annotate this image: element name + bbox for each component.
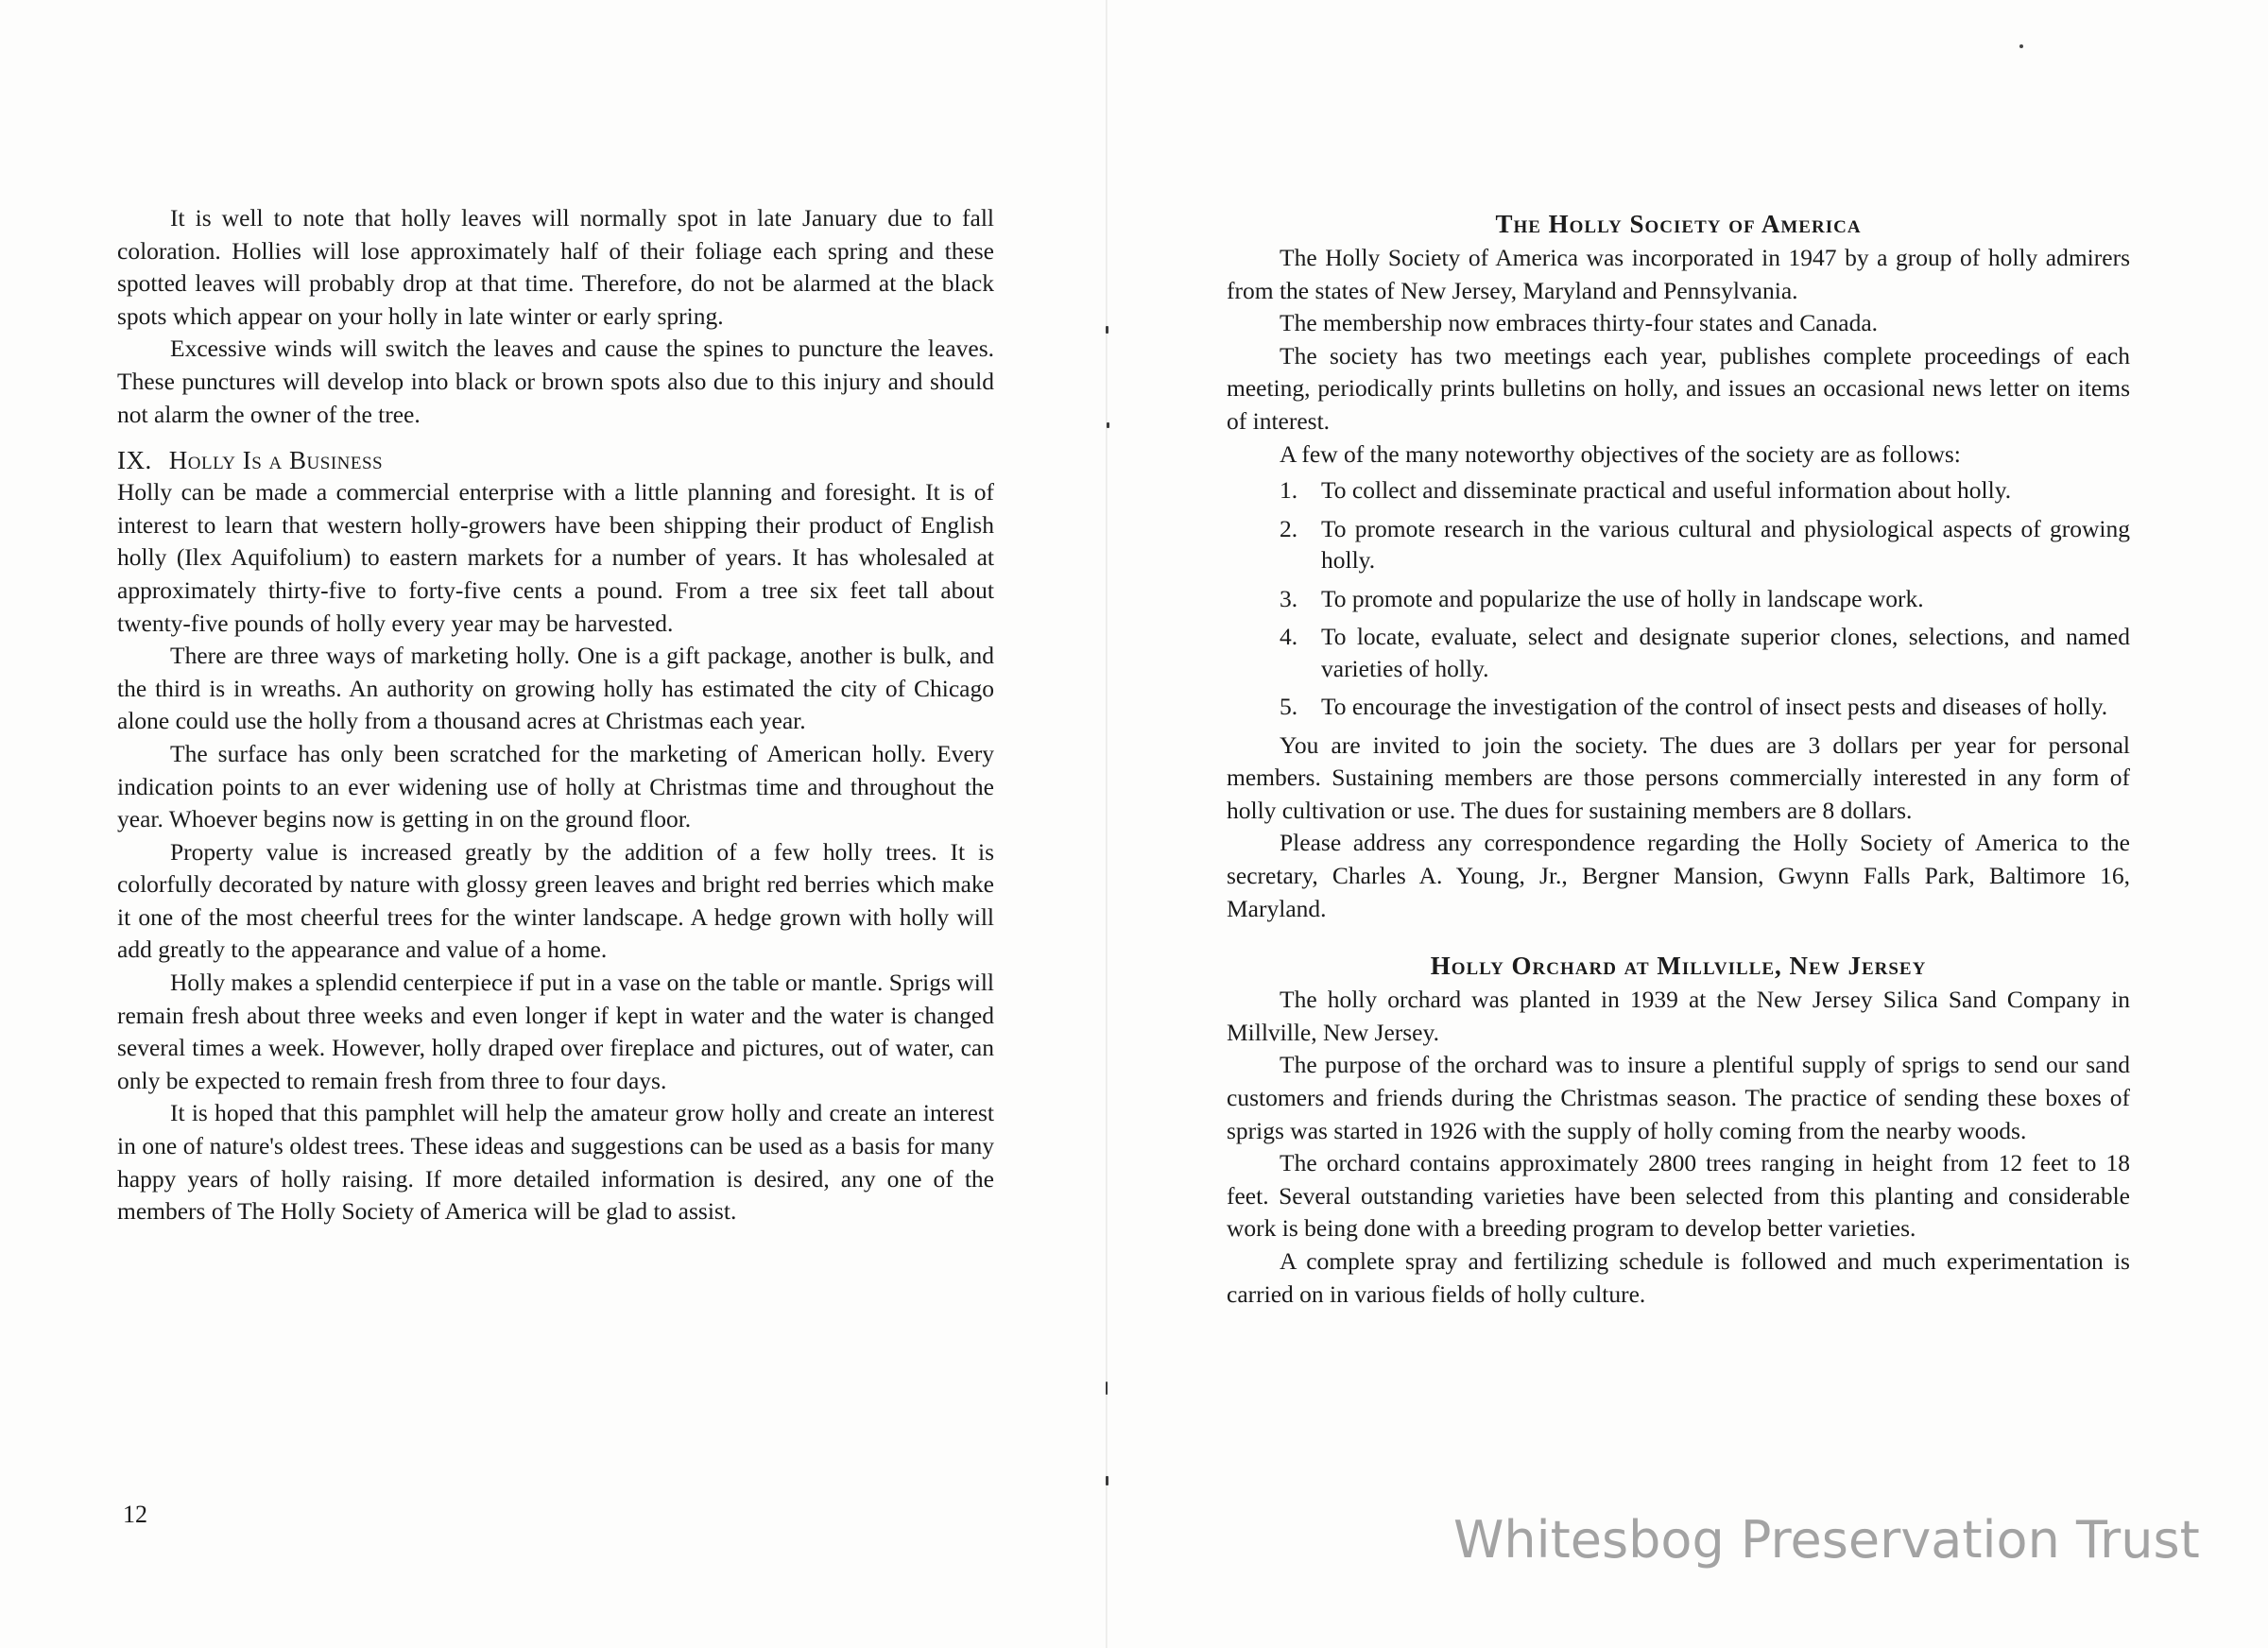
paragraph: Please address any correspondence regarding the Holly Society of America to the secretary, Charles A. Young, Jr., Bergner Mansion, Gwynn Falls Park, Baltimore 16, Maryland.	[1227, 829, 2130, 922]
right-page	[1108, 0, 2268, 1648]
section-title: Holly Is a Business	[168, 446, 384, 475]
paragraph: The orchard contains approximately 2800 trees ranging in height from 12 feet to 18 feet. Several outstanding varieties have been selected from this planting and considerable work is being done with a breeding program to develop better varieties.	[1227, 1149, 2130, 1243]
society-title: The Holly Society of America	[1495, 210, 1862, 238]
objective-text: To collect and disseminate practical and useful information about holly.	[1321, 476, 2012, 505]
objective-text: To promote and popularize the use of holly in landscape work.	[1321, 584, 1924, 612]
objective-item	[1227, 621, 2130, 684]
paragraph: You are invited to join the society. The dues are 3 dollars per year for personal members. Sustaining members are those persons commercially interested in any form of holly cultivation or use. The dues for sustaining members are 8 dollars.	[1227, 730, 2130, 824]
page-number: 12	[123, 1501, 147, 1528]
objective-number: 2.	[1280, 514, 1298, 542]
paragraph: The membership now embraces thirty-four states and Canada.	[1280, 309, 1879, 337]
paragraph: The surface has only been scratched for the marketing of American holly. Every indication points to an ever widening use of holly at Christmas time and throughout the year. Whoever begins now is getting in on the ground floor.	[117, 739, 994, 833]
paragraph: Property value is increased greatly by the addition of a few holly trees. It is colorfully decorated by nature with glossy green leaves and bright red berries which make it one of the most cheerful trees for the winter landscape. A hedge grown with holly will add greatly to the appearance and value of a home.	[117, 837, 994, 964]
paragraph: Holly can be made a commercial enterprise with a little planning and foresight. It is of interest to learn that western holly-growers have been shipping their product of English holly (Ilex Aquifolium) to eastern markets for a number of years. It has wholesaled at approximately thirty-five to forty-five cents a pound. From a tree six feet tall about twenty-five pounds of holly every year may be harvested.	[117, 478, 994, 637]
section-heading	[117, 444, 994, 476]
paragraph: A complete spray and fertilizing schedule is followed and much experimentation is carried on in various fields of holly culture.	[1227, 1246, 2130, 1308]
right-text-column	[1227, 208, 2130, 1311]
section-number: IX.	[117, 446, 152, 475]
objective-number: 3.	[1280, 584, 1298, 612]
objectives-list	[1227, 474, 2130, 723]
objective-text: To encourage the investigation of the control of insect pests and diseases of holly.	[1321, 693, 2108, 721]
objective-text: To locate, evaluate, select and designate superior clones, selections, and named varieties of holly.	[1321, 623, 2130, 682]
objective-number: 1.	[1280, 476, 1298, 505]
orchard-title: Holly Orchard at Millville, New Jersey	[1430, 952, 1927, 981]
objective-text: To promote research in the various cultural and physiological aspects of growing holly.	[1321, 514, 2130, 575]
paragraph: A few of the many noteworthy objectives of the society are as follows:	[1280, 439, 1961, 468]
paragraph: Holly makes a splendid centerpiece if put in a vase on the table or mantle. Sprigs will remain fresh about three weeks and even longer if kept in water and the water is changed several times a week. However, holly draped over fireplace and pictures, out of water, can only be expected to remain fresh from three to four days.	[117, 969, 994, 1094]
watermark: Whitesbog Preservation Trust	[1453, 1510, 2200, 1570]
paragraph: The purpose of the orchard was to insure a plentiful supply of sprigs to send our sand customers and friends during the Christmas season. The practice of sending these boxes of sprigs was started in 1926 with the supply of holly coming from the nearby woods.	[1227, 1051, 2130, 1144]
objective-number: 4.	[1280, 623, 1298, 651]
objective-item	[1227, 474, 2130, 506]
objective-number: 5.	[1280, 693, 1298, 721]
paragraph: The society has two meetings each year, publishes complete proceedings of each meeting, periodically prints bulletins on holly, and issues an occasional news letter on items of interest.	[1227, 341, 2130, 435]
left-page	[0, 0, 1106, 1648]
paragraph: It is hoped that this pamphlet will help the amateur grow holly and create an interest in one of nature's oldest trees. These ideas and suggestions can be used as a basis for many happy years of holly raising. If more detailed information is desired, any one of the members of The Holly Society of America will be glad to assist.	[117, 1099, 994, 1226]
paragraph: Excessive winds will switch the leaves and cause the spines to puncture the leaves. These punctures will develop into black or brown spots also due to this injury and should not alarm the owner of the tree.	[117, 335, 994, 428]
paragraph: The Holly Society of America was incorporated in 1947 by a group of holly admirers from the states of New Jersey, Maryland and Pennsylvania.	[1227, 244, 2130, 304]
objective-item	[1227, 691, 2130, 723]
paragraph: The holly orchard was planted in 1939 at the New Jersey Silica Sand Company in Millville, New Jersey.	[1227, 986, 2130, 1046]
paragraph: It is well to note that holly leaves will normally spot in late January due to fall coloration. Hollies will lose approximately half of their foliage each spring and these spotted leaves will probably drop at that time. Therefore, do not be alarmed at the black spots which appear on your holly in late winter or early spring.	[117, 204, 994, 330]
paragraph: There are three ways of marketing holly. One is a gift package, another is bulk, and the third is in wreaths. An authority on growing holly has estimated the city of Chicago alone could use the holly from a thousand acres at Christmas each year.	[117, 642, 994, 735]
objective-item	[1227, 583, 2130, 615]
objective-item	[1227, 513, 2130, 576]
left-text-column	[117, 202, 994, 1228]
